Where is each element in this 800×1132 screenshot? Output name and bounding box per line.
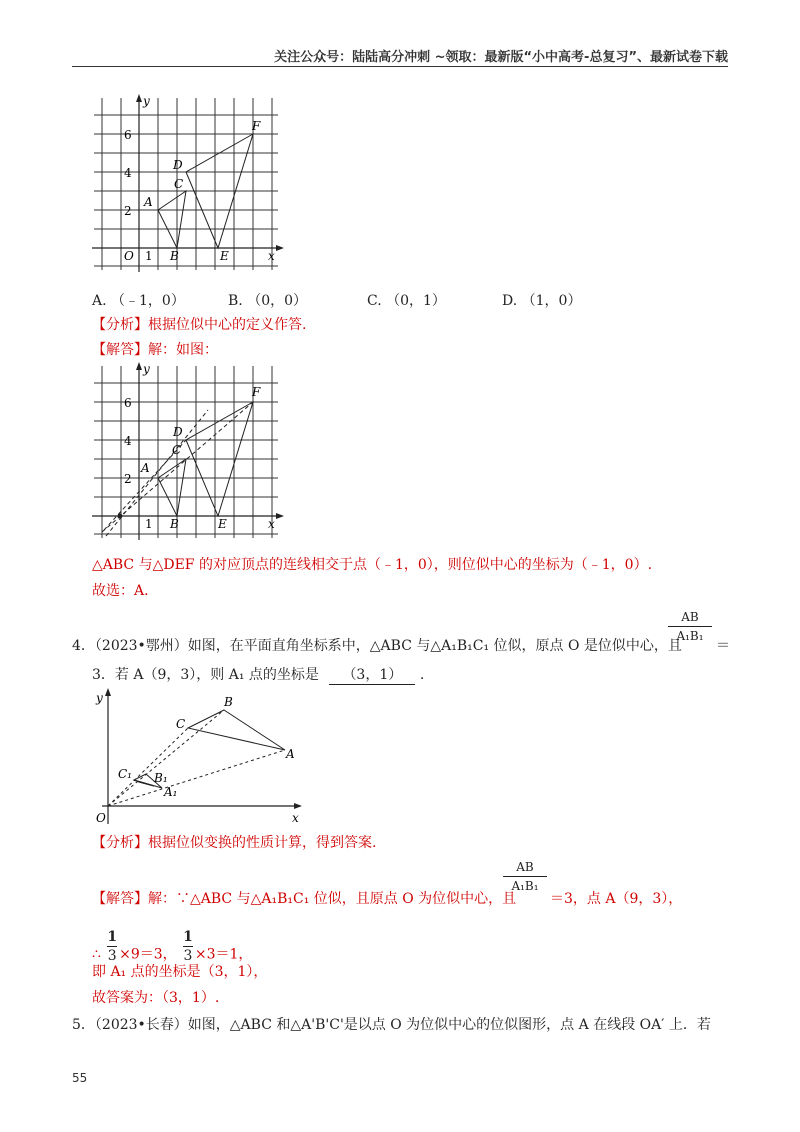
option-c: C. （0，1）: [367, 293, 446, 309]
q4-solution-line1b: ＝3，点 A（9，3），: [550, 891, 683, 907]
q4-solution-end: ×3＝1，: [194, 946, 253, 963]
point-c1-label: C₁: [118, 767, 132, 781]
q4-ratio-fraction: [668, 610, 712, 643]
fraction-top: AB: [516, 860, 534, 874]
therefore-symbol: ∴: [92, 946, 101, 963]
tick-6: 6: [124, 128, 132, 142]
similarity-figure-q4: [88, 686, 308, 828]
header-rule: [72, 66, 728, 67]
option-d: D. （1，0）: [502, 293, 582, 309]
point-b-label: B: [170, 517, 179, 531]
tick-2: 2: [124, 472, 132, 486]
fraction-bottom: A₁B₁: [676, 629, 704, 643]
fraction-numerator: 1: [183, 929, 193, 945]
y-axis-label: y: [143, 94, 150, 108]
point-b-label: B: [170, 249, 179, 263]
fraction-one-third-b: [183, 928, 193, 965]
q3-analysis: 【分析】根据位似中心的定义作答.: [92, 317, 307, 333]
point-f-label: F: [252, 385, 261, 399]
tick-2: 2: [124, 204, 132, 218]
x-axis-label: x: [292, 811, 299, 825]
fraction-numerator: 1: [107, 929, 118, 945]
q4-solution-line3: 即 A₁ 点的坐标是（3，1），: [92, 964, 268, 980]
q4-line2: [92, 666, 424, 685]
point-a-label: A: [286, 747, 295, 761]
q4-equals: ＝: [716, 638, 730, 654]
tick-6: 6: [124, 396, 132, 410]
q3-result: △ABC 与△DEF 的对应顶点的连线相交于点（﹣1，0），则位似中心的坐标为（﹣1，0）.: [92, 557, 653, 573]
fraction-one-third-a: [107, 928, 117, 965]
tick-1: 1: [145, 517, 153, 531]
q4-solution-line1a: 【解答】解：∵△ABC 与△A₁B₁C₁ 位似，且原点 O 为位似中心，且: [92, 891, 517, 907]
origin-label: O: [96, 811, 106, 825]
point-a1-label: A₁: [164, 785, 178, 799]
q4-line2-text: 3．若 A（9，3），则 A₁ 点的坐标是: [92, 667, 319, 683]
page-header: 关注公众号：陆陆高分冲刺 ~领取：最新版“小中高考-总复习”、最新试卷下载: [274, 50, 728, 65]
q3-solution-head: 【解答】解：如图：: [92, 342, 218, 358]
y-axis-label: y: [96, 691, 103, 705]
q4-answer-blank: （3，1）: [329, 666, 415, 685]
q4-line2-end: .: [419, 667, 425, 683]
fraction-bottom: A₁B₁: [511, 879, 539, 893]
point-b1-label: B₁: [154, 771, 168, 785]
q4-analysis: 【分析】根据位似变换的性质计算，得到答案.: [92, 835, 377, 851]
q4-solution-line4: 故答案为：（3，1）.: [92, 990, 220, 1006]
option-a: A. （﹣1，0）: [92, 293, 185, 309]
coordinate-grid-figure-1: [88, 92, 288, 272]
point-d-label: D: [173, 425, 183, 439]
tick-4: 4: [124, 434, 132, 448]
point-d-label: D: [173, 158, 183, 172]
coordinate-grid-figure-2: [88, 360, 288, 540]
point-a-label: A: [144, 195, 153, 209]
fraction-top: AB: [681, 610, 699, 624]
point-e-label: E: [218, 517, 227, 531]
tick-4: 4: [124, 166, 132, 180]
point-c-label: C: [176, 717, 186, 731]
q5-line1: 5．（2023•长春）如图，△ABC 和△A'B'C'是以点 O 为位似中心的位似图形，点 A 在线段 OA′ 上．若: [72, 1017, 711, 1033]
x-axis-label: x: [268, 249, 275, 263]
q4-solution-fraction: [503, 860, 547, 893]
point-f-label: F: [252, 119, 261, 133]
fraction-denominator: 3: [107, 948, 117, 964]
page-number: 55: [72, 1071, 88, 1085]
point-e-label: E: [220, 249, 229, 263]
fraction-denominator: 3: [183, 948, 193, 964]
q3-choice: 故选：A.: [92, 583, 149, 599]
point-a-label: A: [141, 461, 150, 475]
tick-1: 1: [145, 249, 153, 263]
origin-label: O: [124, 249, 134, 263]
q4-solution-mid: ×9＝3，: [119, 946, 177, 963]
point-c-label: C: [174, 177, 184, 191]
option-b: B. （0，0）: [228, 293, 308, 309]
y-axis-label: y: [143, 362, 150, 376]
q4-line1: 4．（2023•鄂州）如图，在平面直角坐标系中，△ABC 与△A₁B₁C₁ 位似，原点 O 是位似中心，且: [72, 638, 682, 654]
x-axis-label: x: [268, 517, 275, 531]
point-b-label: B: [224, 695, 233, 709]
point-c-label: C: [172, 443, 182, 457]
